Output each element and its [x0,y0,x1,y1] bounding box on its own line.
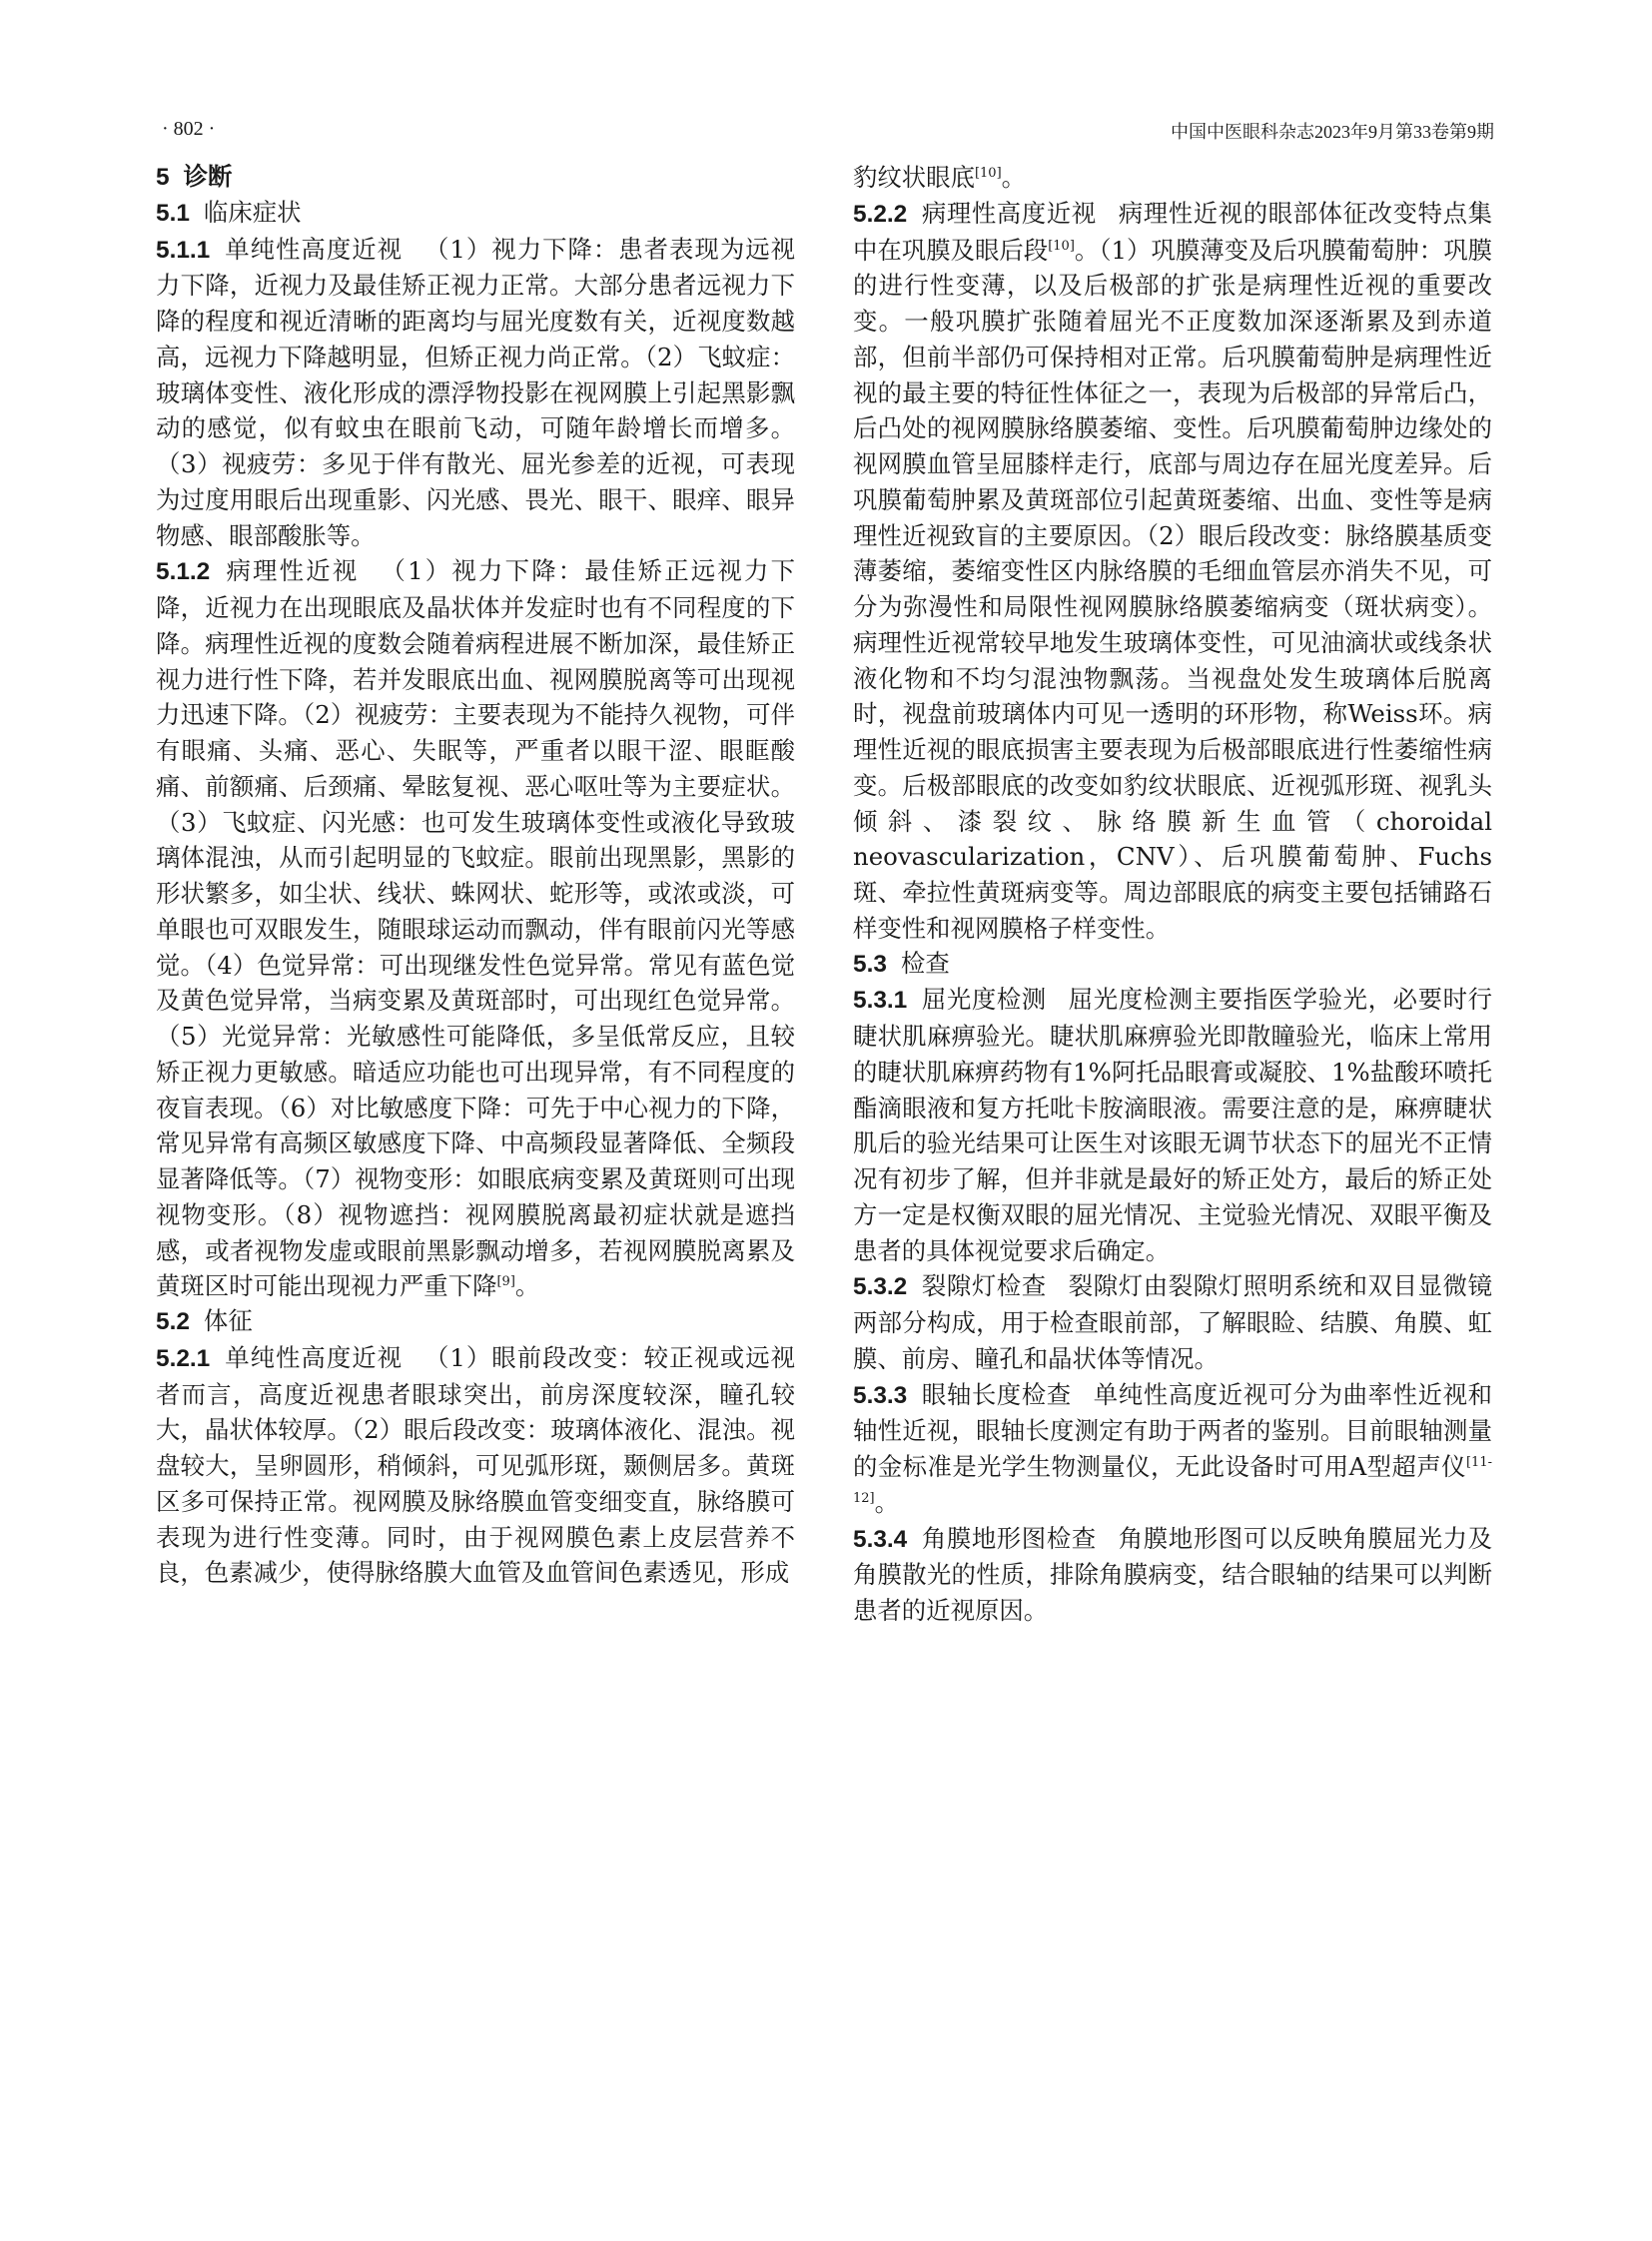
journal-header: 中国中医眼科杂志2023年9月第33卷第9期 [1171,122,1494,142]
right-column [853,160,1492,1629]
paragraph-5-2-1: 5.2.1 单纯性高度近视 （1）眼前段改变：较正视或远视者而言，高度近视患者眼球突出，前房深度较深，瞳孔较大，晶状体较厚。（2）眼后段改变：玻璃体液化、混浊。视盘较大，呈卵圆形，稍倾斜，可见弧形斑，颞侧居多。黄斑区多可保持正常。视网膜及脉络膜血管变细变直，脉络膜可表现为进行性变薄。同时，由于视网膜色素上皮层营养不良，色素减少，使得脉络膜大血管及血管间色素透见，形成 [156,1342,795,1588]
page-number: · 802 · [162,118,216,140]
section-heading-5: 5 诊断 [156,164,233,191]
left-column [156,160,795,1591]
citation: [11-12] [853,1454,1492,1506]
section-heading-5-3: 5.3 检查 [853,950,950,978]
paragraph-5-1-2: 5.1.2 病理性近视 （1）视力下降：最佳矫正远视力下降，近视力在出现眼底及晶状体并发症时也有不同程度的下降。病理性近视的度数会随着病程进展不断加深，最佳矫正视力进行性下降，若并发眼底出血、视网膜脱离等可出现视力迅速下降。（2）视疲劳：主要表现为不能持久视物，可伴有眼痛、头痛、恶心、失眠等，严重者以眼干涩、眼眶酸痛、前额痛、后颈痛、晕眩复视、恶心呕吐等为主要症状。（3）飞蚊症、闪光感：也可发生玻璃体变性或液化导致玻璃体混浊，从而引起明显的飞蚊症。眼前出现黑影，黑影的形状繁多，如尘状、线状、蛛网状、蛇形等，或浓或淡，可单眼也可双眼发生，随眼球运动而飘动，伴有眼前闪光等感觉。（4）色觉异常：可出现继发性色觉异常。常见有蓝色觉及黄色觉异常，当病变累及黄斑部时，可出现红色觉异常。（5）光觉异常：光敏感性可能降低，多呈低常反应，且较矫正视力更敏感。暗适应功能也可出现异常，有不同程度的夜盲表现。（6）对比敏感度下降：可先于中心视力的下降，常见异常有高频区敏感度下降、中高频段显著降低、全频段显著降低等。（7）视物变形：如眼底病变累及黄斑则可出现视物变形。（8）视物遮挡：视网膜脱离最初症状就是遮挡感，或者视物发虚或眼前黑影飘动增多，若视网膜脱离累及黄斑区时可能出现视力严重下降[9]。 [156,556,795,1301]
paragraph-continued: 豹纹状眼底[10]。 [853,163,1027,192]
citation: [10] [974,165,1002,181]
citation: [10] [1048,238,1075,254]
citation: [9] [496,1274,515,1290]
paragraph-5-3-1: 5.3.1 屈光度检测 屈光度检测主要指医学验光，必要时行睫状肌麻痹验光。睫状肌麻痹验光即散瞳验光，临床上常用的睫状肌麻痹药物有1%阿托品眼膏或凝胶、1%盐酸环喷托酯滴眼液和复方托吡卡胺滴眼液。需要注意的是，麻痹睫状肌后的验光结果可让医生对该眼无调节状态下的屈光不正情况有初步了解，但并非就是最好的矫正处方，最后的矫正处方一定是权衡双眼的屈光情况、主觉验光情况、双眼平衡及患者的具体视觉要求后确定。 [853,985,1492,1265]
section-heading-5-1: 5.1 临床症状 [156,199,302,227]
paragraph-5-3-4: 5.3.4 角膜地形图检查 角膜地形图可以反映角膜屈光力及角膜散光的性质，排除角膜病变，结合眼轴的结果可以判断患者的近视原因。 [853,1523,1492,1625]
section-heading-5-2: 5.2 体征 [156,1308,253,1335]
paragraph-5-1-1: 5.1.1 单纯性高度近视 （1）视力下降：患者表现为远视力下降，近视力及最佳矫正视力正常。大部分患者远视力下降的程度和视近清晰的距离均与屈光度数有关，近视度数越高，远视力下降越明显，但矫正视力尚正常。（2）飞蚊症：玻璃体变性、液化形成的漂浮物投影在视网膜上引起黑影飘动的感觉，似有蚊虫在眼前飞动，可随年龄增长而增多。（3）视疲劳：多见于伴有散光、屈光参差的近视，可表现为过度用眼后出现重影、闪光感、畏光、眼干、眼痒、眼异物感、眼部酸胀等。 [156,234,795,550]
paragraph-5-3-3: 5.3.3 眼轴长度检查 单纯性高度近视可分为曲率性近视和轴性近视，眼轴长度测定有助于两者的鉴别。目前眼轴测量的金标准是光学生物测量仪，无此设备时可用A型超声仪[11-12]。 [853,1379,1492,1517]
paragraph-5-3-2: 5.3.2 裂隙灯检查 裂隙灯由裂隙灯照明系统和双目显微镜两部分构成，用于检查眼前部，了解眼睑、结膜、角膜、虹膜、前房、瞳孔和晶状体等情况。 [853,1271,1492,1373]
paragraph-5-2-2: 5.2.2 病理性高度近视 病理性近视的眼部体征改变特点集中在巩膜及眼后段[10]。（1）巩膜薄变及后巩膜葡萄肿：巩膜的进行性变薄，以及后极部的扩张是病理性近视的重要改变。一般巩膜扩张随着屈光不正度数加深逐渐累及到赤道部，但前半部仍可保持相对正常。后巩膜葡萄肿是病理性近视的最主要的特征性体征之一，表现为后极部的异常后凸，后凸处的视网膜脉络膜萎缩、变性。后巩膜葡萄肿边缘处的视网膜血管呈屈膝样走行，底部与周边存在屈光度差异。后巩膜葡萄肿累及黄斑部位引起黄斑萎缩、出血、变性等是病理性近视致盲的主要原因。（2）眼后段改变：脉络膜基质变薄萎缩，萎缩变性区内脉络膜的毛细血管层亦消失不见，可分为弥漫性和局限性视网膜脉络膜萎缩病变（斑状病变）。病理性近视常较早地发生玻璃体变性，可见油滴状或线条状液化物和不均匀混浊物飘荡。当视盘处发生玻璃体后脱离时，视盘前玻璃体内可见一透明的环形物，称Weiss环。病理性近视的眼底损害主要表现为后极部眼底进行性萎缩性病变。后极部眼底的改变如豹纹状眼底、近视弧形斑、视乳头倾斜、漆裂纹、脉络膜新生血管（choroidal neovascularization，CNV）、后巩膜葡萄肿、Fuchs斑、牵拉性黄斑病变等。周边部眼底的病变主要包括铺路石样变性和视网膜格子样变性。 [853,198,1492,943]
